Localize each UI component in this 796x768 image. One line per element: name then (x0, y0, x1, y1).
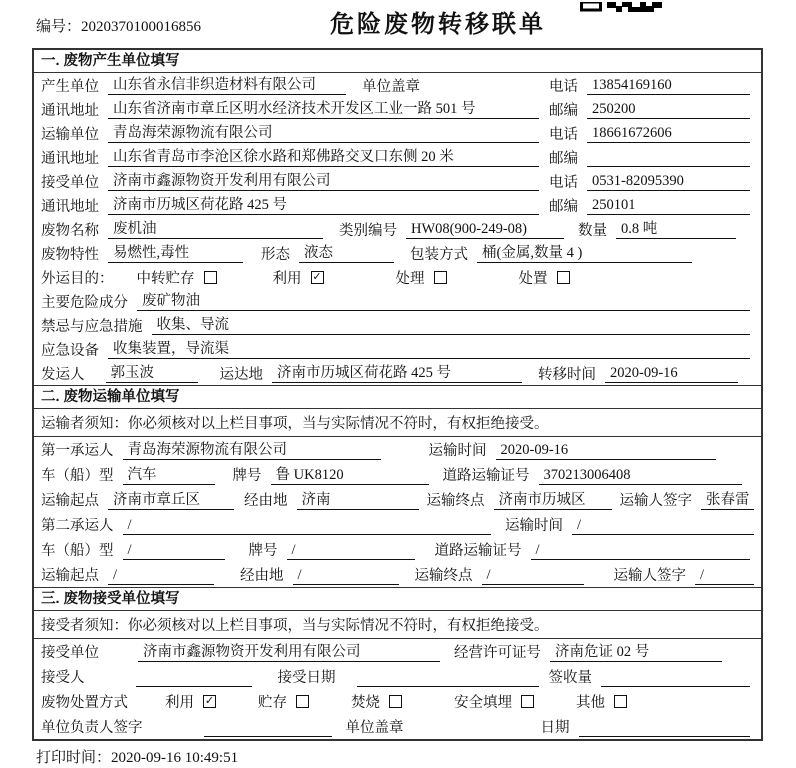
vehicle2-row (34, 537, 761, 562)
purpose-option-use-label: 利用 (272, 270, 302, 287)
road-permit-label: 道路运输证号 (434, 543, 522, 559)
signed-amount-label: 签收量 (548, 670, 592, 686)
checkbox-use: ✓ (312, 270, 322, 283)
transport-purpose-row (34, 265, 761, 289)
recipient-value (136, 667, 252, 687)
accepting-unit-label: 接受单位 (41, 645, 99, 661)
transporter-row (34, 121, 761, 145)
checkbox-disposal-landfill (521, 695, 534, 708)
permit2-value: / (531, 540, 751, 560)
plate2-value: / (287, 540, 415, 560)
transporter-zip-value (587, 147, 750, 167)
traits-value: 易燃性,毒性 (108, 243, 243, 263)
plate-label: 牌号 (232, 468, 262, 484)
via1-value: 济南 (297, 490, 419, 510)
disposal-option-burn-label: 焚烧 (351, 695, 380, 711)
serial-value: 2020370100016856 (81, 19, 202, 35)
vehicle1-value: 汽车 (123, 465, 215, 485)
transfer-time-label: 转移时间 (538, 366, 596, 383)
hazard-value: 废矿物油 (137, 291, 750, 311)
signature1-value: 张春雷 (701, 490, 754, 510)
form-value: 液态 (299, 243, 394, 263)
quantity-label: 数量 (578, 222, 607, 239)
recipient-label: 接受人 (41, 670, 85, 686)
address-label: 通讯地址 (41, 150, 99, 167)
vehicle1-row (34, 462, 761, 487)
transporter-label: 运输单位 (41, 126, 99, 143)
packaging-value: 桶(金属,数量 4 ) (477, 243, 692, 263)
via2-value: / (293, 565, 399, 585)
transfer-time-value: 2020-09-16 (605, 363, 738, 383)
transport-time-label: 运输时间 (505, 518, 563, 534)
seal-date-label: 日期 (540, 720, 570, 736)
receiver-notice: 接受者须知：你必须核对以上栏目事项，当与实际情况不符时，有权拒绝接受。 (34, 611, 761, 639)
zip-label: 邮编 (549, 198, 578, 215)
checkbox-transfer-storage (204, 271, 217, 284)
print-time-label: 打印时间： (36, 750, 112, 766)
section3-title: 三. 废物接受单位填写 (34, 587, 761, 611)
address-label: 通讯地址 (41, 102, 99, 119)
print-time (36, 746, 238, 767)
shipper-value: 郭玉波 (106, 363, 198, 383)
transporter-notice: 运输者须知：你必须核对以上栏目事项，当与实际情况不符时，有权拒绝接受。 (34, 409, 761, 437)
producer-phone-value: 13854169160 (587, 75, 750, 95)
equipment-value: 收集装置，导流渠 (108, 339, 750, 359)
disposal-option-landfill-label: 安全填埋 (454, 695, 512, 711)
disposal-method-label: 废物处置方式 (41, 695, 128, 711)
accept-date-label: 接受日期 (277, 670, 336, 686)
producer-address-value: 山东省济南市章丘区明水经济技术开发区工业一路 501 号 (108, 99, 539, 119)
receiver-row (34, 169, 761, 193)
category-code-value: HW08(900-249-08) (406, 219, 564, 239)
disposal-option-use-label: 利用 (165, 695, 194, 711)
receiver-label: 接受单位 (41, 174, 99, 191)
terminal1-value: 济南市历城区 (494, 490, 612, 510)
transporter-address-value: 山东省青岛市李沧区徐水路和郑佛路交叉口东侧 20 米 (108, 147, 539, 167)
vehicle-type-label: 车（船）型 (41, 543, 114, 559)
receiver-phone-value: 0531-82095390 (587, 171, 750, 191)
address-label: 通讯地址 (41, 198, 99, 215)
destination-label: 运达地 (219, 366, 263, 383)
seal-date-value (579, 717, 751, 737)
checkbox-disposal-use: ✓ (204, 695, 215, 707)
checkbox-disposal-burn (389, 695, 402, 708)
transporter-value: 青岛海荣源物流有限公司 (108, 123, 539, 143)
responsible-signer-label: 单位负责人签字 (41, 720, 143, 736)
origin2-value: / (108, 565, 214, 585)
shipper-label: 发运人 (41, 366, 85, 383)
traits-label: 废物特性 (41, 246, 99, 263)
taboo-label: 禁忌与应急措施 (41, 318, 143, 335)
disposal-option-other-label: 其他 (576, 695, 605, 711)
serial-label: 编号： (36, 19, 82, 35)
disposal-option-store-label: 贮存 (258, 695, 287, 711)
permit1-value: 370213006408 (539, 465, 743, 485)
packaging-label: 包装方式 (410, 246, 468, 263)
checkbox-disposal-store (296, 695, 309, 708)
checkbox-disposal-other (614, 695, 627, 708)
accept-date-value (357, 667, 539, 687)
license-label: 经营许可证号 (454, 645, 541, 661)
phone-label: 电话 (549, 174, 578, 191)
category-label: 类别编号 (339, 222, 397, 239)
accepting-unit-row (34, 639, 761, 664)
route2-row (34, 562, 761, 587)
unit-seal-label: 单位盖章 (345, 720, 404, 736)
transport-time-label: 运输时间 (428, 443, 487, 459)
phone-label: 电话 (549, 126, 578, 143)
transporter-signature-label: 运输人签字 (613, 568, 686, 584)
unit-seal-label: 单位盖章 (362, 78, 420, 95)
signed-amount-value (601, 667, 750, 687)
transporter-address-row (34, 145, 761, 169)
road-permit-label: 道路运输证号 (442, 468, 530, 484)
quantity-value: 0.8 吨 (616, 219, 736, 239)
disposal-method-row (34, 689, 761, 714)
taboo-value: 收集、导流 (152, 315, 751, 335)
license-value: 济南危证 02 号 (550, 642, 722, 662)
producer-address-row (34, 97, 761, 121)
purpose-option-treat-label: 处理 (395, 270, 425, 287)
carrier2-label: 第二承运人 (41, 518, 114, 534)
destination-value: 济南市历城区荷花路 425 号 (272, 363, 522, 383)
responsible-signer-value (204, 717, 332, 737)
producer-value: 山东省永信非织造材料有限公司 (108, 75, 346, 95)
waste-name-label: 废物名称 (41, 222, 99, 239)
producer-label: 产生单位 (41, 78, 99, 95)
transporter-signature-label: 运输人签字 (619, 493, 692, 509)
waste-traits-row (34, 241, 761, 265)
vehicle2-value: / (123, 540, 225, 560)
plate-label: 牌号 (248, 543, 278, 559)
producer-row (34, 73, 761, 97)
receiver-address-row (34, 193, 761, 217)
shipper-row (34, 361, 761, 385)
terminal-label: 运输终点 (426, 493, 485, 509)
equipment-label: 应急设备 (41, 342, 99, 359)
hazard-label: 主要危险成分 (41, 294, 128, 311)
phone-label: 电话 (549, 78, 578, 95)
terminal-label: 运输终点 (414, 568, 473, 584)
terminal2-value: / (482, 565, 584, 585)
qr-code-fragment (580, 0, 662, 18)
origin-label: 运输起点 (41, 568, 99, 584)
carrier1-value: 青岛海荣源物流有限公司 (123, 440, 381, 460)
zip-label: 邮编 (549, 150, 578, 167)
zip-label: 邮编 (549, 102, 578, 119)
recipient-row (34, 664, 761, 689)
purpose-label: 外运目的： (41, 270, 114, 287)
page-title: 危险废物转移联单 (330, 11, 546, 38)
responsible-signature-row (34, 714, 761, 739)
transport-time2-value: / (572, 515, 754, 535)
purpose-option-storage-label: 中转贮存 (136, 270, 195, 287)
purpose-option-dispose-label: 处置 (518, 270, 548, 287)
manifest-form (32, 48, 763, 741)
emergency-equipment-row (34, 337, 761, 361)
origin-label: 运输起点 (41, 493, 99, 509)
print-time-value: 2020-09-16 10:49:51 (111, 750, 239, 766)
waste-name-row (34, 217, 761, 241)
receiver-zip-value: 250101 (587, 195, 750, 215)
receiver-value: 济南市鑫源物资开发利用有限公司 (108, 171, 539, 191)
taboo-measures-row (34, 313, 761, 337)
carrier1-row (34, 437, 761, 462)
section2-title: 二. 废物运输单位填写 (34, 385, 761, 409)
carrier2-value: / (123, 515, 492, 535)
section1-title: 一. 废物产生单位填写 (34, 50, 761, 73)
origin1-value: 济南市章丘区 (108, 490, 234, 510)
signature2-value: / (695, 565, 754, 585)
via-label: 经由地 (244, 493, 288, 509)
checkbox-dispose (557, 271, 570, 284)
hazard-components-row (34, 289, 761, 313)
transport-time1-value: 2020-09-16 (496, 440, 717, 460)
plate1-value: 鲁 UK8120 (271, 465, 429, 485)
transporter-phone-value: 18661672606 (587, 123, 750, 143)
receiver-address-value: 济南市历城区荷花路 425 号 (108, 195, 539, 215)
route1-row (34, 487, 761, 512)
form-label: 形态 (261, 246, 290, 263)
accepting-unit-value: 济南市鑫源物资开发利用有限公司 (138, 642, 440, 662)
carrier2-row (34, 512, 761, 537)
via-label: 经由地 (240, 568, 284, 584)
waste-name-value: 废机油 (108, 219, 323, 239)
vehicle-type-label: 车（船）型 (41, 468, 114, 484)
checkbox-treat (434, 271, 447, 284)
producer-zip-value: 250200 (587, 99, 750, 119)
carrier1-label: 第一承运人 (41, 443, 114, 459)
